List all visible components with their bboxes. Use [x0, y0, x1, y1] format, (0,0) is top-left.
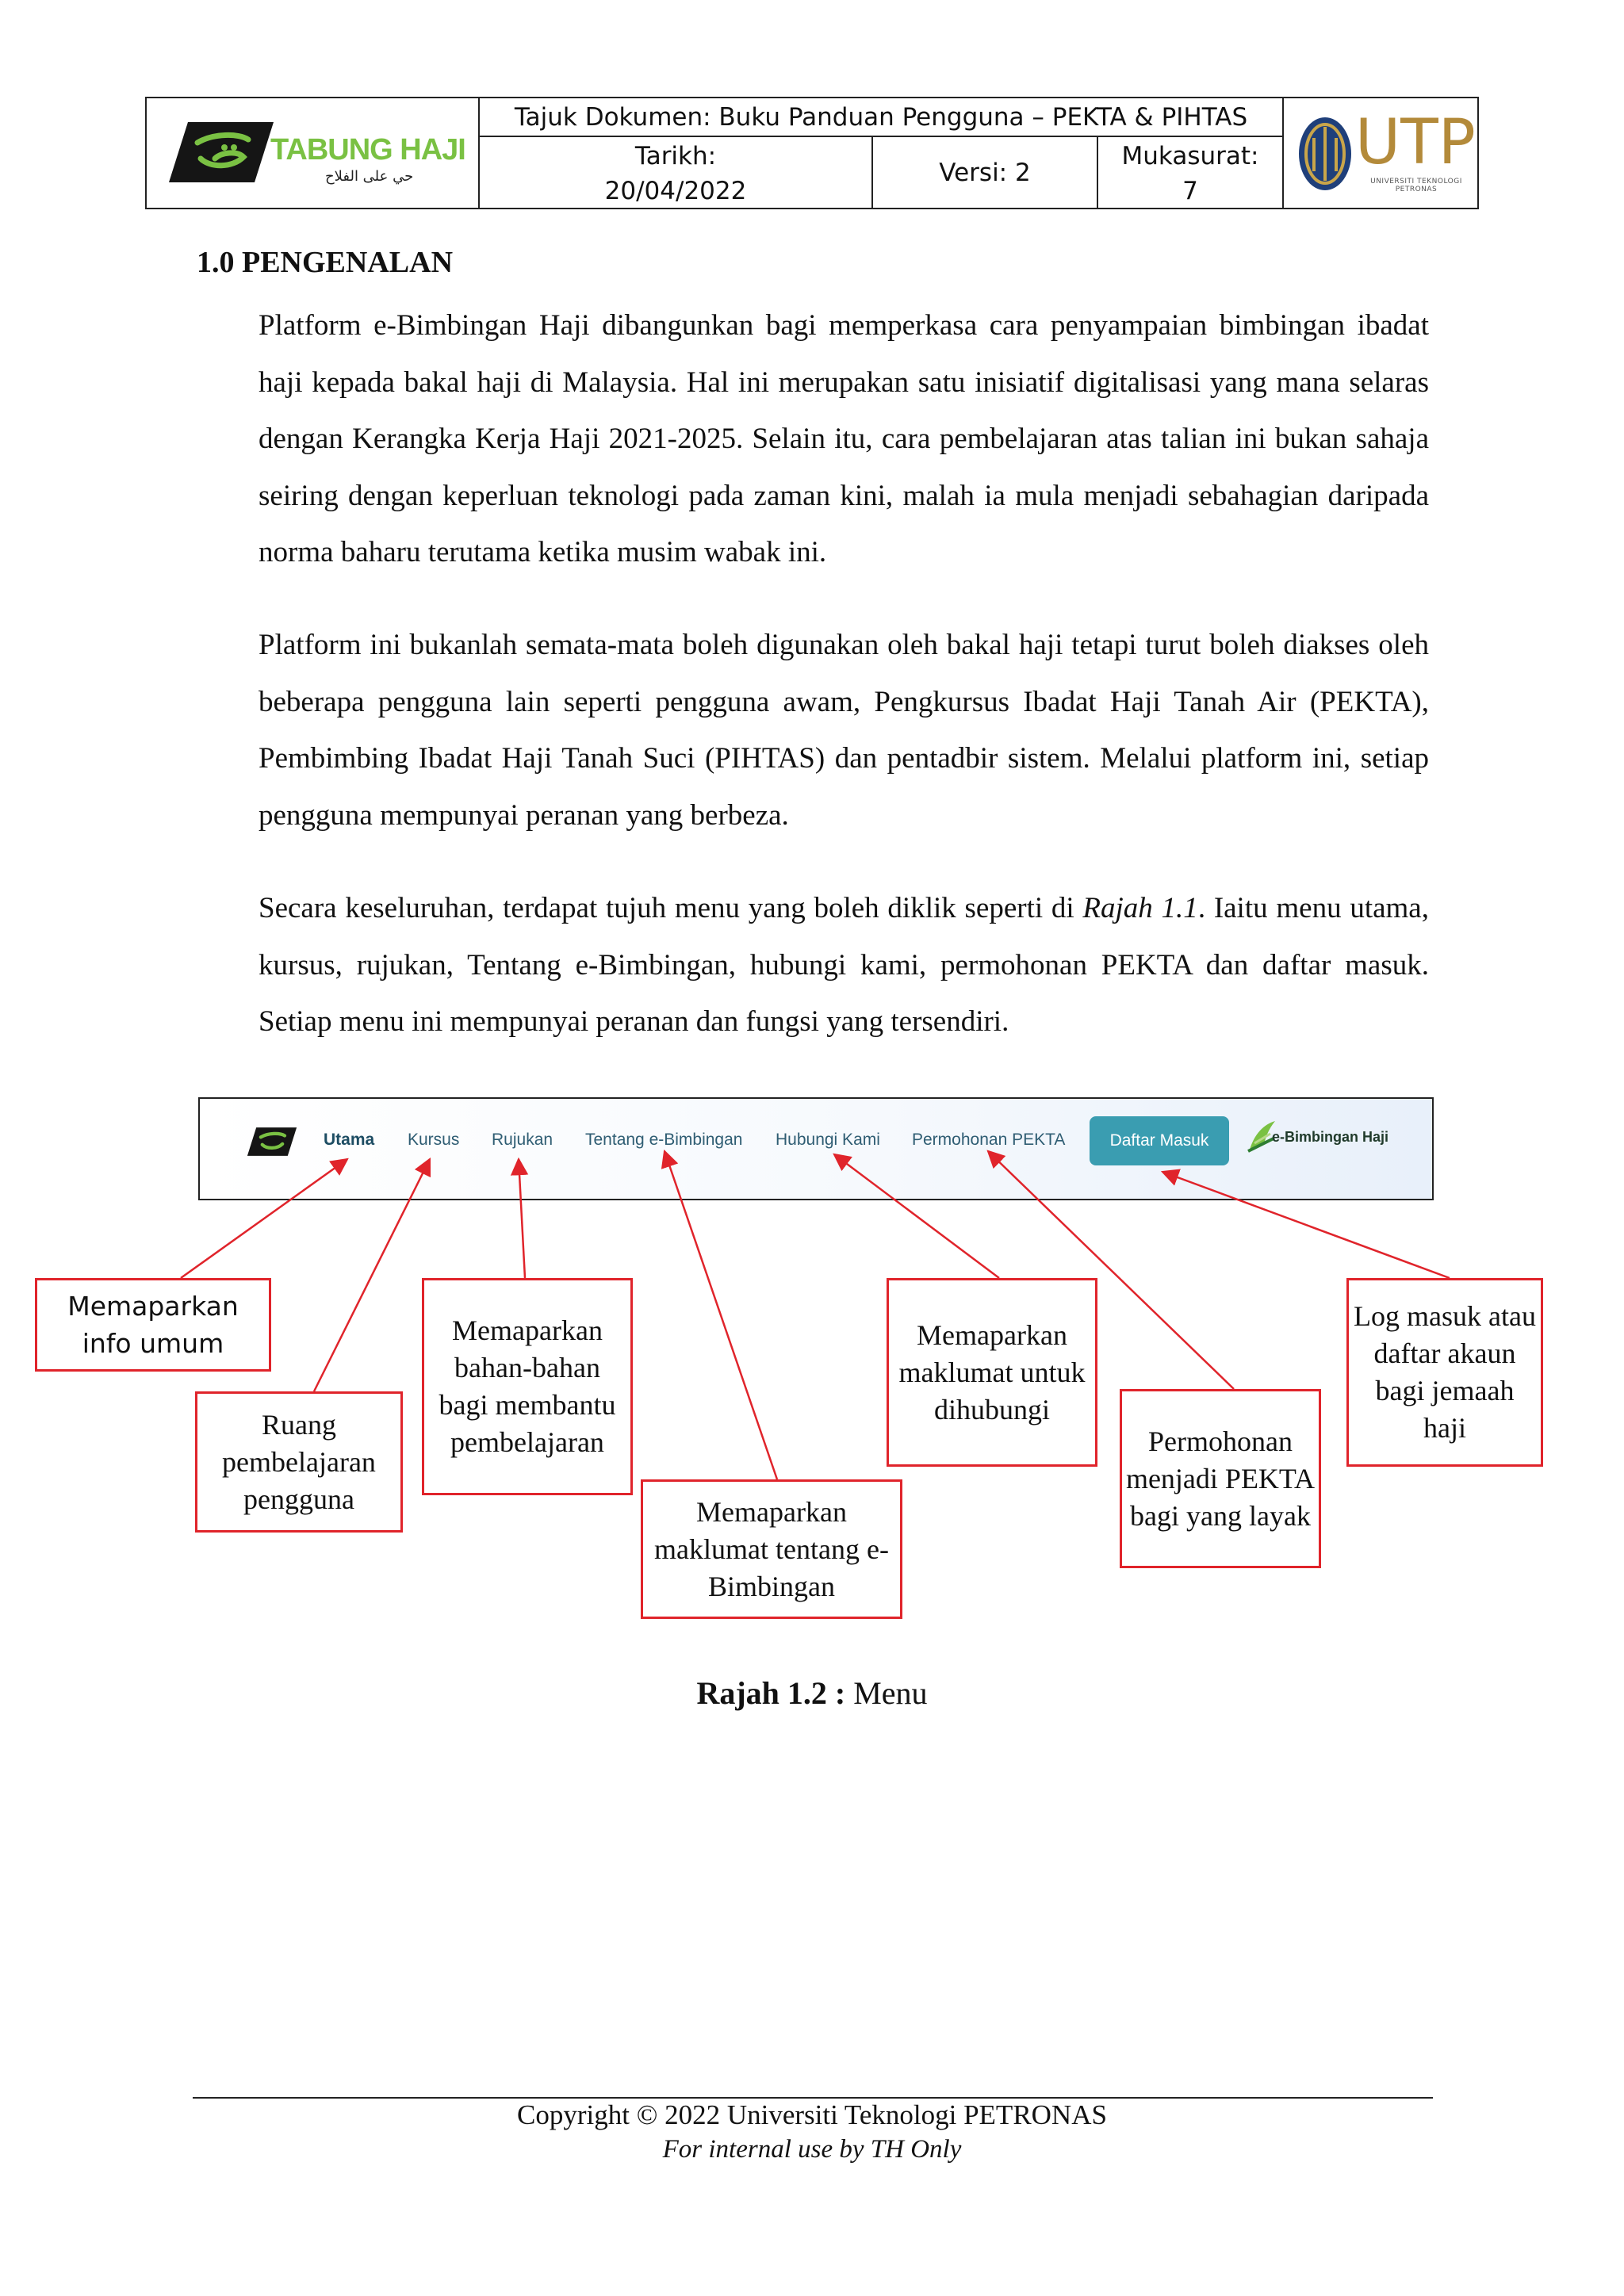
nav-tentang[interactable]: Tentang e-Bimbingan	[585, 1131, 743, 1149]
date-value: 20/04/2022	[604, 177, 747, 205]
version-cell: Versi: 2	[939, 159, 1031, 187]
date-label: Tarikh:	[634, 142, 717, 170]
nav-permohonan-pekta[interactable]: Permohonan PEKTA	[912, 1131, 1066, 1149]
nav-kursus[interactable]: Kursus	[408, 1131, 460, 1149]
footer-divider	[193, 2097, 1433, 2099]
footer-copyright: Copyright © 2022 Universiti Teknologi PETRONAS	[517, 2099, 1107, 2130]
daftar-masuk-button[interactable]: Daftar Masuk	[1090, 1116, 1229, 1165]
arrow-kursus	[314, 1159, 430, 1391]
figure-caption	[0, 1674, 1624, 1712]
e-bimbingan-brand: e-Bimbingan Haji	[1272, 1129, 1389, 1145]
figure-reference: Rajah 1.1	[1082, 892, 1198, 924]
page-label: Mukasurat:	[1121, 142, 1259, 170]
tabung-haji-arabic-motto: حي على الفلاح	[325, 168, 414, 185]
arrow-hubungi	[834, 1154, 999, 1278]
paragraph-users: Platform ini bukanlah semata-mata boleh digunakan oleh bakal haji tetapi turut boleh diakses oleh beberapa pengguna lain seperti pengguna awam, Pengkursus Ibadat Haji Tanah Air (PEKTA), Pembimbing Ibadat Haji Tanah Suci (PIHTAS) dan pentadbir sistem. Melalui platform ini, setiap pengguna mempunyai peranan yang berbeza.	[259, 629, 1429, 832]
figure-caption-text: Menu	[853, 1675, 928, 1711]
utp-fullname: UNIVERSITI TEKNOLOGI PETRONAS	[1370, 178, 1462, 193]
tabung-haji-wordmark: TABUNG HAJI	[270, 133, 465, 166]
nav-rujukan[interactable]: Rujukan	[492, 1131, 553, 1149]
nav-utama[interactable]: Utama	[324, 1131, 375, 1149]
callout-info-umum: Memaparkan info umum	[35, 1278, 271, 1372]
nav-hubungi-kami[interactable]: Hubungi Kami	[776, 1131, 880, 1149]
callout-maklumat-dihubungi: Memaparkan maklumat untuk dihubungi	[887, 1278, 1097, 1467]
callout-bahan-bahan: Memaparkan bahan-bahan bagi membantu pembelajaran	[422, 1278, 633, 1495]
utp-wordmark: UTP	[1355, 107, 1476, 178]
page-value: 7	[1182, 177, 1198, 205]
callout-ruang-pembelajaran: Ruang pembelajaran pengguna	[195, 1391, 403, 1533]
document-title: Tajuk Dokumen: Buku Panduan Pengguna – PEKTA & PIHTAS	[514, 103, 1248, 132]
arrow-tentang	[665, 1151, 777, 1479]
callout-maklumat-e-bimbingan: Memaparkan maklumat tentang e-Bimbingan	[641, 1479, 902, 1619]
paragraph-menus-end: . Iaitu menu utama, kursus, rujukan, Tentang e-Bimbingan, hubungi kami, permohonan PEKTA dan daftar masuk. Setiap menu ini mempunyai peranan dan fungsi yang tersendiri.	[259, 892, 1429, 1038]
footer-internal-note: For internal use by TH Only	[662, 2135, 962, 2164]
paragraph-intro: Platform e-Bimbingan Haji dibangunkan bagi memperkasa cara penyampaian bimbingan ibadat haji kepada bakal haji di Malaysia. Hal ini merupakan satu inisiatif digitalisasi yang mana selaras dengan Kerangka Kerja Haji 2021-2025. Selain itu, cara pembelajaran atas talian ini bukan sahaja seiring dengan keperluan teknologi pada zaman kini, malah ia mula menjadi sebahagian daripada norma baharu terutama ketika musim wabak ini.	[259, 309, 1429, 568]
figure-caption-label: Rajah 1.2 :	[696, 1675, 846, 1711]
arrow-daftar	[1162, 1172, 1450, 1278]
callout-permohonan-pekta: Permohonan menjadi PEKTA bagi yang layak	[1120, 1389, 1321, 1568]
section-heading: 1.0 PENGENALAN	[197, 246, 454, 279]
arrow-rujukan	[519, 1159, 525, 1278]
arrow-utama	[181, 1159, 347, 1278]
paragraph-menus-start: Secara keseluruhan, terdapat tujuh menu yang boleh diklik seperti di	[259, 892, 1083, 924]
callout-log-masuk: Log masuk atau daftar akaun bagi jemaah haji	[1346, 1278, 1543, 1467]
